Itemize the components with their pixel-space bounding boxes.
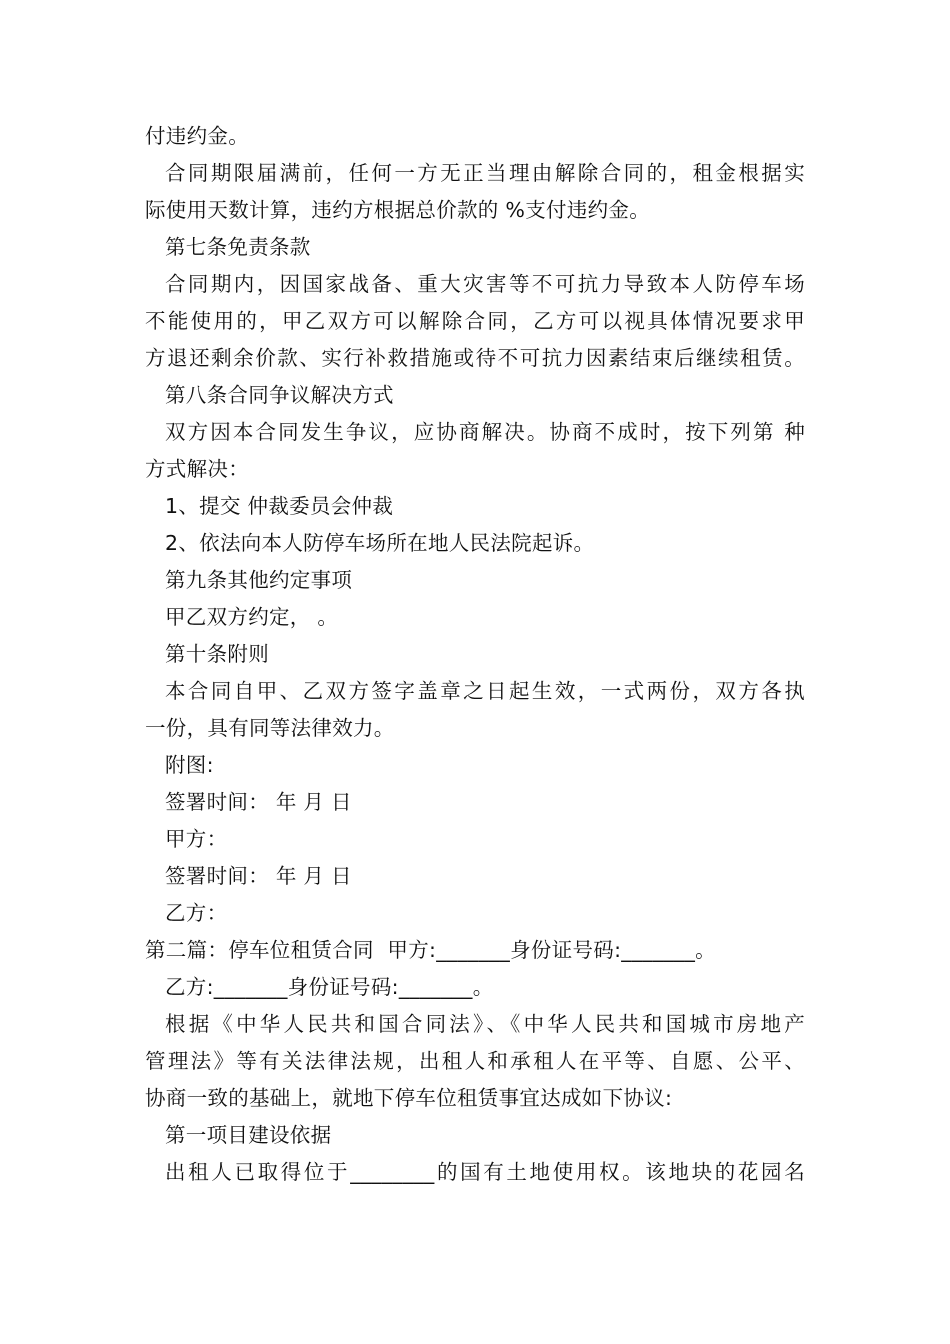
text-line: 付违约金。	[145, 124, 249, 148]
text-line: 根据《中华人民共和国合同法》、《中华人民共和国城市房地产	[165, 1012, 805, 1036]
text-line: 双方因本合同发生争议，应协商解决。协商不成时，按下列第 种	[165, 420, 805, 444]
section-heading: 第九条其他约定事项	[165, 568, 353, 592]
text-line: 方退还剩余价款、实行补救措施或待不可抗力因素结束后继续租赁。	[145, 346, 805, 370]
section-heading: 第七条免责条款	[165, 235, 311, 259]
text-line: 合同期内，因国家战备、重大灾害等不可抗力导致本人防停车场	[165, 272, 805, 296]
list-item: 1、提交 仲裁委员会仲裁	[165, 494, 394, 518]
section-heading: 第十条附则	[165, 642, 269, 666]
text-line: 出租人已取得位于________的国有土地使用权。该地块的花园名	[165, 1160, 805, 1184]
party-a-line: 甲方：	[165, 827, 228, 851]
list-item: 2、依法向本人防停车场所在地人民法院起诉。	[165, 531, 595, 555]
section-heading: 第八条合同争议解决方式	[165, 383, 394, 407]
signature-date-line: 签署时间： 年 月 日	[165, 864, 352, 888]
text-line: 协商一致的基础上，就地下停车位租赁事宜达成如下协议:	[145, 1086, 673, 1110]
document-body	[145, 118, 805, 1191]
text-line: 合同期限届满前，任何一方无正当理由解除合同的，租金根据实	[165, 161, 805, 185]
text-line: 附图:	[165, 753, 214, 777]
text-line: 际使用天数计算，违约方根据总价款的 %支付违约金。	[145, 198, 650, 222]
text-line: 不能使用的，甲乙双方可以解除合同，乙方可以视具体情况要求甲	[145, 309, 805, 333]
party-b-line: 乙方：	[165, 901, 228, 925]
second-contract-title: 第二篇：停车位租赁合同 甲方:_______身份证号码:_______。	[145, 938, 716, 962]
text-line: 管理法》等有关法律法规，出租人和承租人在平等、自愿、公平、	[145, 1049, 805, 1073]
text-line: 方式解决：	[145, 457, 249, 481]
party-b-id-line: 乙方:_______身份证号码:_______。	[165, 975, 494, 999]
text-line: 甲乙双方约定， 。	[165, 605, 339, 629]
signature-date-line: 签署时间： 年 月 日	[165, 790, 352, 814]
text-line: 一份，具有同等法律效力。	[145, 716, 395, 740]
section-heading: 第一项目建设依据	[165, 1123, 332, 1147]
text-line: 本合同自甲、乙双方签字盖章之日起生效，一式两份，双方各执	[165, 679, 805, 703]
